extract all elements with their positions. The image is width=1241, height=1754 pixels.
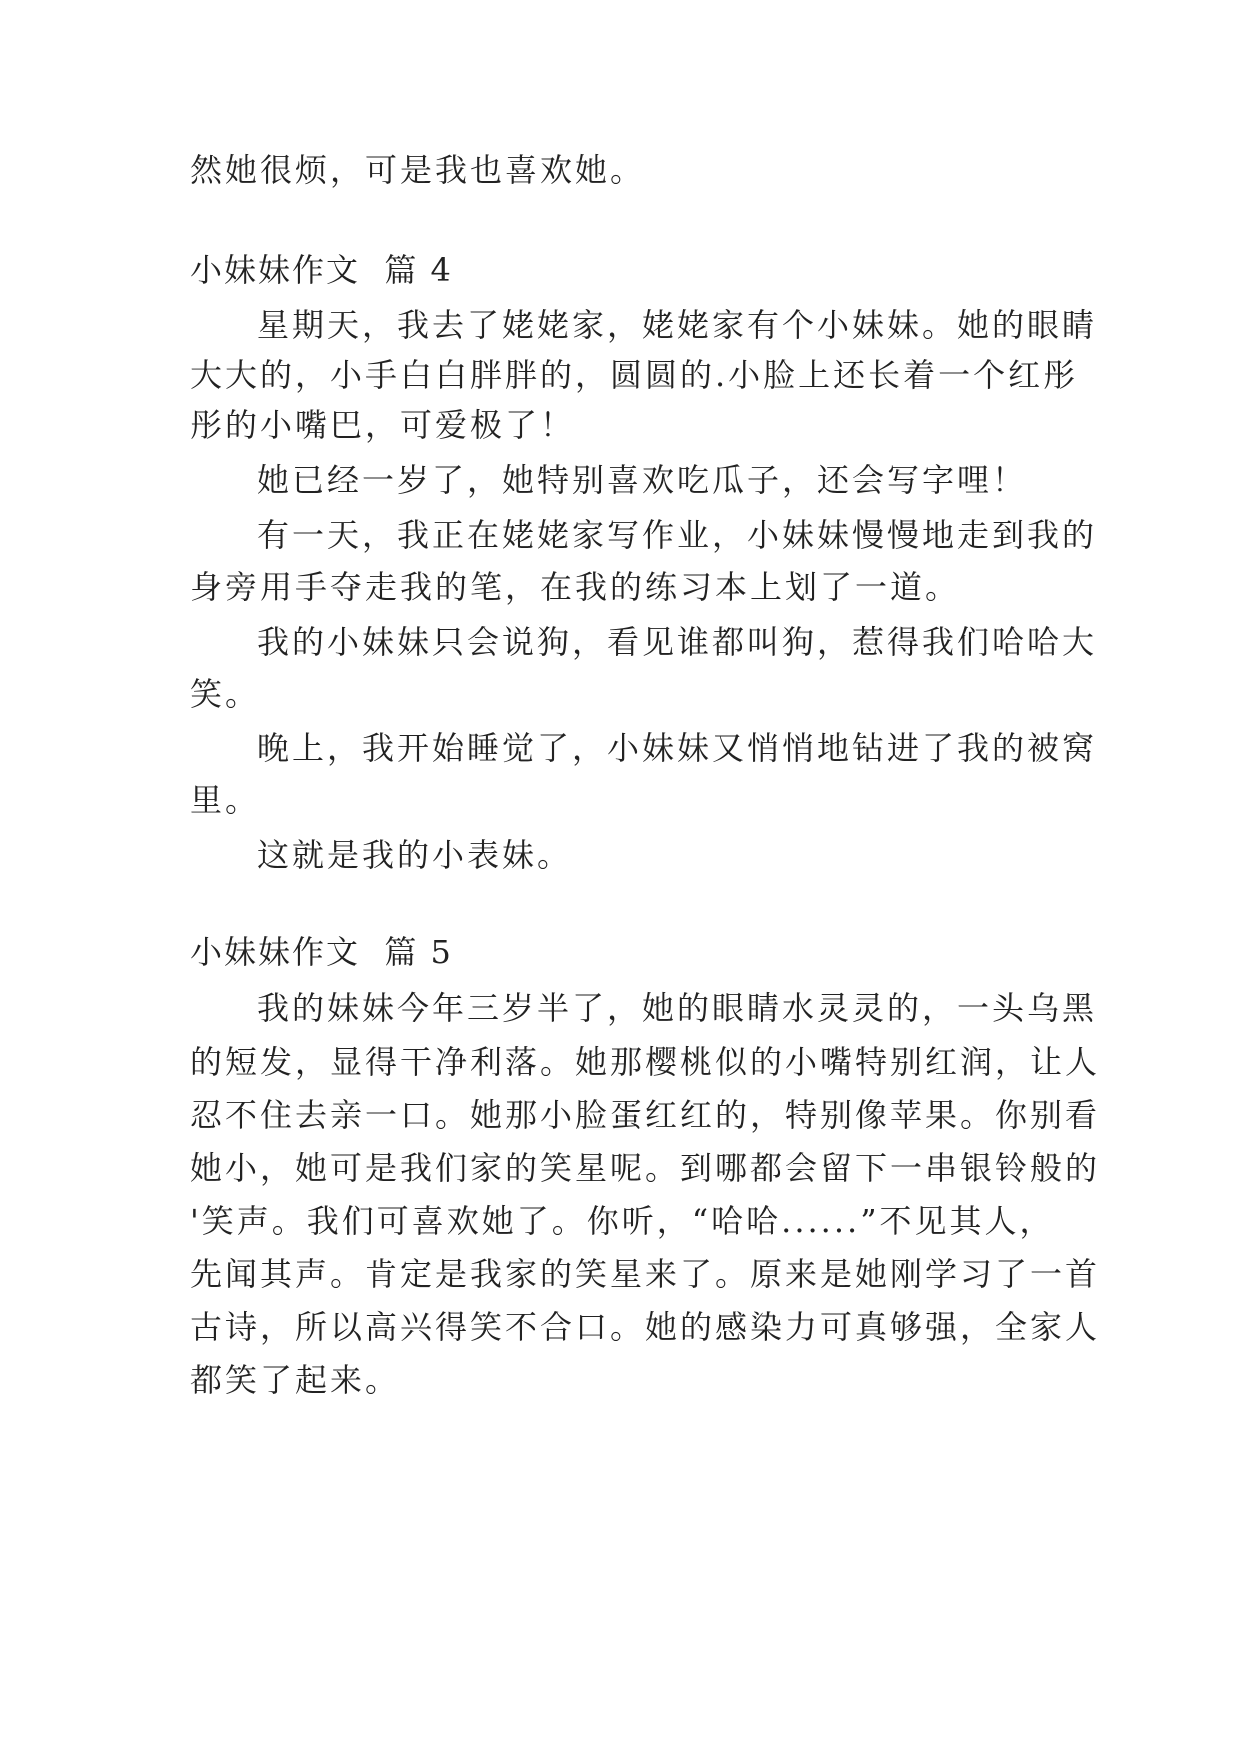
- section-heading: 小妹妹作文 篇 4: [190, 251, 453, 289]
- paragraph-line: 有一天，我正在姥姥家写作业，小妹妹慢慢地走到我的: [257, 516, 1098, 554]
- paragraph-line: 我的妹妹今年三岁半了，她的眼睛水灵灵的，一头乌黑: [257, 989, 1098, 1027]
- paragraph-line: 先闻其声。肯定是我家的笑星来了。原来是她刚学习了一首: [190, 1255, 1101, 1293]
- paragraph-line: 彤的小嘴巴，可爱极了！: [190, 406, 576, 444]
- paragraph-line: 古诗，所以高兴得笑不合口。她的感染力可真够强，全家人: [190, 1308, 1101, 1346]
- section-heading: 小妹妹作文 篇 5: [190, 933, 453, 971]
- paragraph-line: 大大的，小手白白胖胖的，圆圆的.小脸上还长着一个红彤: [190, 356, 1079, 394]
- paragraph-line: 她小，她可是我们家的笑星呢。到哪都会留下一串银铃般的: [190, 1149, 1101, 1187]
- paragraph-line: 里。: [190, 781, 261, 819]
- paragraph-line: 这就是我的小表妹。: [257, 836, 573, 874]
- paragraph-line: 的短发，显得干净利落。她那樱桃似的小嘴特别红润，让人: [190, 1043, 1101, 1081]
- paragraph-line: 身旁用手夺走我的笔，在我的练习本上划了一道。: [190, 568, 961, 606]
- paragraph-line: 忍不住去亲一口。她那小脸蛋红红的，特别像苹果。你别看: [190, 1096, 1101, 1134]
- paragraph-line: 然她很烦，可是我也喜欢她。: [190, 151, 646, 189]
- paragraph-line: 她已经一岁了，她特别喜欢吃瓜子，还会写字哩！: [257, 461, 1028, 499]
- paragraph-line: 我的小妹妹只会说狗，看见谁都叫狗，惹得我们哈哈大: [257, 623, 1098, 661]
- paragraph-line: 星期天，我去了姥姥家，姥姥家有个小妹妹。她的眼睛: [257, 306, 1098, 344]
- paragraph-line: 都笑了起来。: [190, 1361, 401, 1399]
- paragraph-line: 晚上，我开始睡觉了，小妹妹又悄悄地钻进了我的被窝: [257, 729, 1098, 767]
- paragraph-line: '笑声。我们可喜欢她了。你听，“哈哈......”不见其人，: [190, 1202, 1055, 1240]
- paragraph-line: 笑。: [190, 675, 261, 713]
